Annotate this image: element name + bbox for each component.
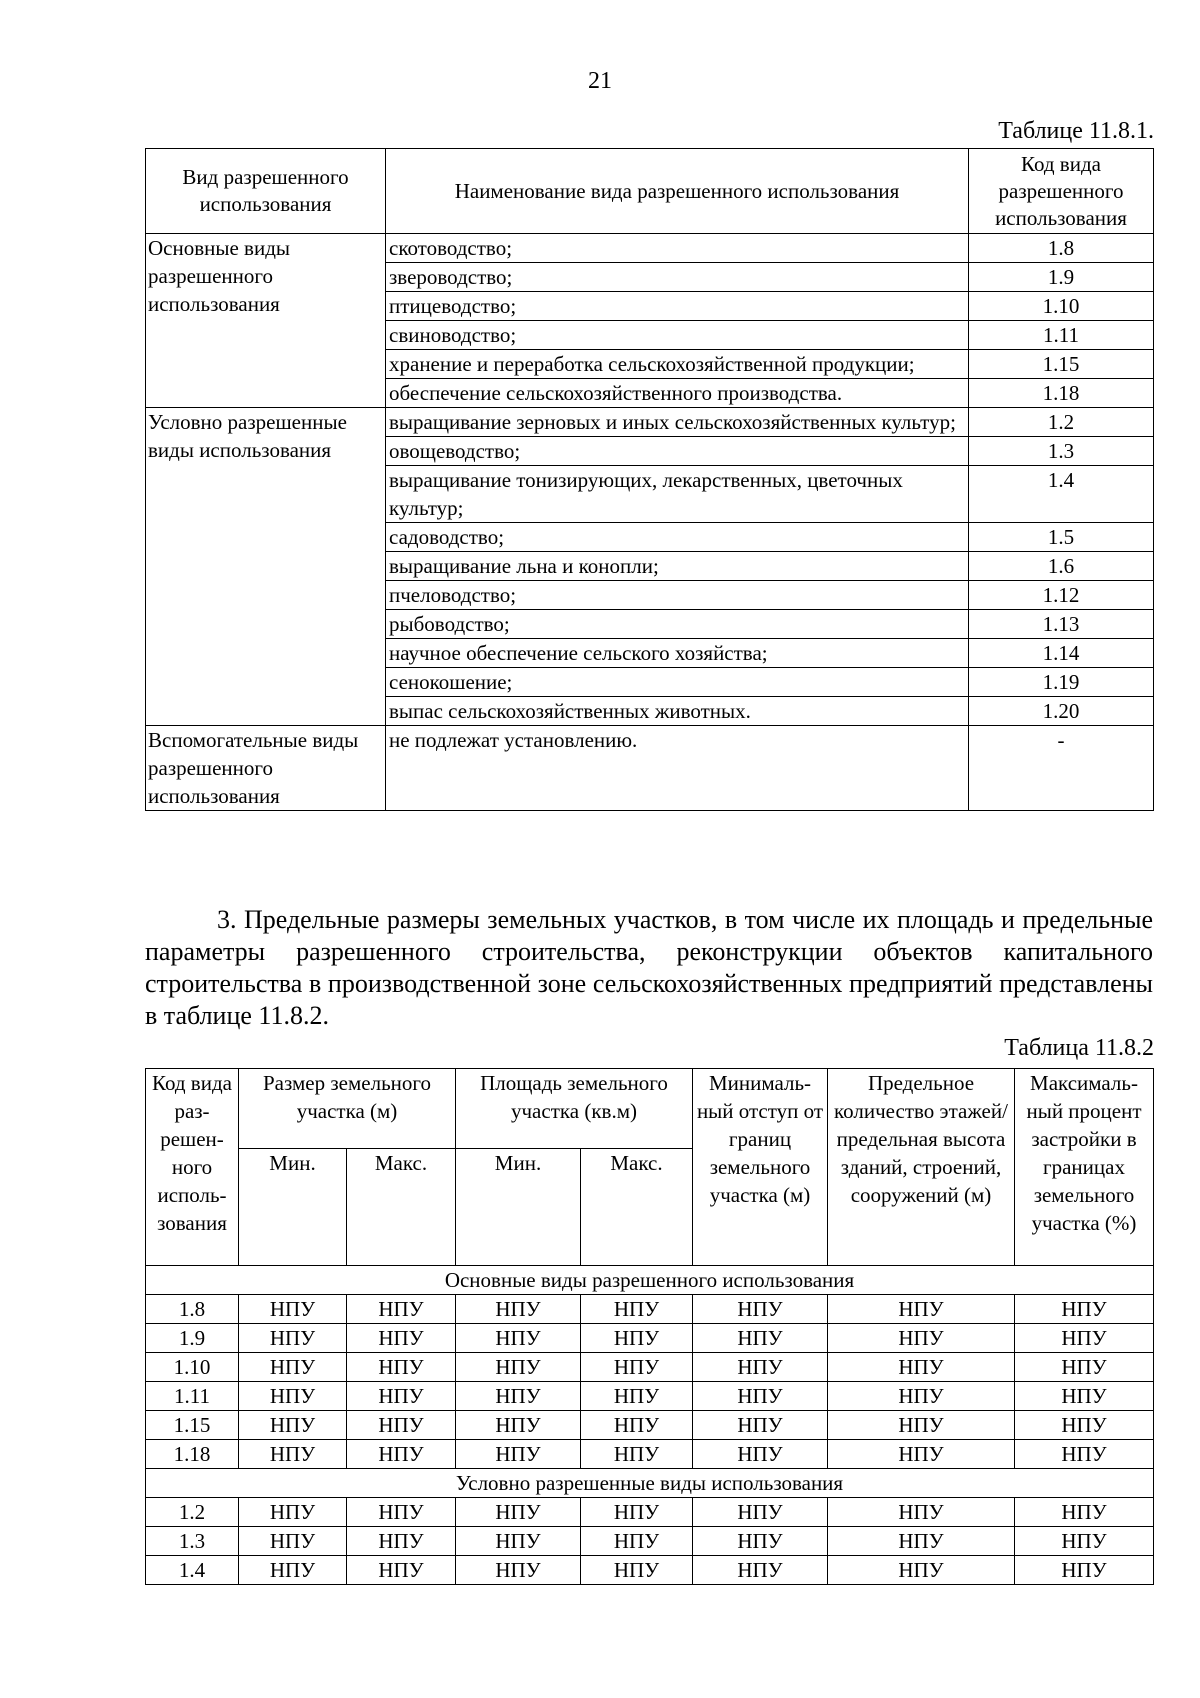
table2-value-cell: НПУ	[239, 1295, 347, 1324]
table2-header-floors: Предельное количество этажей/ предельная высота зданий, строений, сооружений (м)	[828, 1069, 1015, 1266]
table2-value-cell: НПУ	[581, 1498, 693, 1527]
table2-value-cell: НПУ	[828, 1295, 1015, 1324]
table1-use-code: 1.11	[969, 321, 1154, 350]
table2-section-label: Условно разрешенные виды использования	[146, 1469, 1154, 1498]
table2-code-cell: 1.15	[146, 1411, 239, 1440]
paragraph-3: 3. Предельные размеры земельных участков, в том числе их площадь и предельные параметры разрешенного строительства, реконструкции объектов капитального строительства в производственной зоне сельскохозяйственных предприятий представлены в таблице 11.8.2.	[145, 905, 1153, 1030]
table-row	[146, 1556, 1154, 1585]
table1-header-name: Наименование вида разрешенного использования	[386, 149, 969, 234]
table2-value-cell: НПУ	[828, 1498, 1015, 1527]
table2-value-cell: НПУ	[456, 1498, 581, 1527]
table1-use-code: 1.10	[969, 292, 1154, 321]
table1-use-code: 1.9	[969, 263, 1154, 292]
table1-group-label: Условно разрешенные виды использования	[146, 408, 386, 726]
table2-value-cell: НПУ	[239, 1324, 347, 1353]
table-row	[146, 1527, 1154, 1556]
table1-use-code: 1.2	[969, 408, 1154, 437]
table2-header-coverage: Максималь-ный процент застройки в границах земельного участка (%)	[1015, 1069, 1154, 1266]
table2-value-cell: НПУ	[581, 1324, 693, 1353]
table1-use-name: не подлежат установлению.	[386, 726, 969, 811]
table2-value-cell: НПУ	[1015, 1295, 1154, 1324]
table2-value-cell: НПУ	[828, 1353, 1015, 1382]
table2-value-cell: НПУ	[347, 1527, 456, 1556]
table2-value-cell: НПУ	[456, 1295, 581, 1324]
table1-use-name: овощеводство;	[386, 437, 969, 466]
table1-use-name: пчеловодство;	[386, 581, 969, 610]
table2-value-cell: НПУ	[828, 1440, 1015, 1469]
table1-use-name: птицеводство;	[386, 292, 969, 321]
table2-code-cell: 1.3	[146, 1527, 239, 1556]
table2-code-cell: 1.2	[146, 1498, 239, 1527]
table-row	[146, 1382, 1154, 1411]
table2-value-cell: НПУ	[239, 1498, 347, 1527]
table2-value-cell: НПУ	[1015, 1382, 1154, 1411]
table2-value-cell: НПУ	[347, 1324, 456, 1353]
table1-use-code: 1.6	[969, 552, 1154, 581]
table2-value-cell: НПУ	[456, 1382, 581, 1411]
table-row	[146, 1324, 1154, 1353]
table2-value-cell: НПУ	[693, 1527, 828, 1556]
table1-use-code: 1.15	[969, 350, 1154, 379]
table1-use-name: рыбоводство;	[386, 610, 969, 639]
table1-use-name: скотоводство;	[386, 234, 969, 263]
table2-header-row-1	[146, 1069, 1154, 1149]
table1-use-code: 1.12	[969, 581, 1154, 610]
table2-header-size-max: Макс.	[347, 1149, 456, 1266]
table2-value-cell: НПУ	[347, 1382, 456, 1411]
table1-group-label: Основные виды разрешенного использования	[146, 234, 386, 408]
table2-value-cell: НПУ	[347, 1498, 456, 1527]
table2-value-cell: НПУ	[1015, 1324, 1154, 1353]
table2-code-cell: 1.11	[146, 1382, 239, 1411]
table2-value-cell: НПУ	[693, 1382, 828, 1411]
table2-header-area: Площадь земельного участка (кв.м)	[456, 1069, 693, 1149]
table2-value-cell: НПУ	[828, 1527, 1015, 1556]
table2-header-size-min: Мин.	[239, 1149, 347, 1266]
table2-value-cell: НПУ	[693, 1556, 828, 1585]
table2-value-cell: НПУ	[1015, 1353, 1154, 1382]
table1-use-code: 1.8	[969, 234, 1154, 263]
table2-value-cell: НПУ	[828, 1556, 1015, 1585]
table1-use-name: научное обеспечение сельского хозяйства;	[386, 639, 969, 668]
table2-value-cell: НПУ	[581, 1353, 693, 1382]
table2-value-cell: НПУ	[828, 1411, 1015, 1440]
table2-value-cell: НПУ	[1015, 1440, 1154, 1469]
table2-value-cell: НПУ	[693, 1498, 828, 1527]
table2-value-cell: НПУ	[1015, 1556, 1154, 1585]
table1-use-code: 1.18	[969, 379, 1154, 408]
table1-header-code: Код вида разрешенного использования	[969, 149, 1154, 234]
table2-value-cell: НПУ	[239, 1382, 347, 1411]
table2-value-cell: НПУ	[1015, 1411, 1154, 1440]
table1-use-code: -	[969, 726, 1154, 811]
table1-caption: Таблице 11.8.1.	[998, 118, 1154, 144]
table1-use-name: свиноводство;	[386, 321, 969, 350]
table2-header-size: Размер земельного участка (м)	[239, 1069, 456, 1149]
table2-value-cell: НПУ	[581, 1382, 693, 1411]
table2-section-row	[146, 1469, 1154, 1498]
table2-value-cell: НПУ	[693, 1324, 828, 1353]
table1-use-name: выращивание тонизирующих, лекарственных, цветочных культур;	[386, 466, 969, 523]
table1-use-name: звероводство;	[386, 263, 969, 292]
table2-value-cell: НПУ	[1015, 1498, 1154, 1527]
table1-use-code: 1.20	[969, 697, 1154, 726]
table1-use-name: выпас сельскохозяйственных животных.	[386, 697, 969, 726]
table1-header-row	[146, 149, 1154, 234]
table-row	[146, 1353, 1154, 1382]
table2-value-cell: НПУ	[347, 1411, 456, 1440]
table2-value-cell: НПУ	[693, 1353, 828, 1382]
table2-code-cell: 1.18	[146, 1440, 239, 1469]
table2-value-cell: НПУ	[456, 1527, 581, 1556]
table2-header-area-max: Макс.	[581, 1149, 693, 1266]
table2-code-cell: 1.8	[146, 1295, 239, 1324]
table1-use-name: обеспечение сельскохозяйственного производства.	[386, 379, 969, 408]
table2-value-cell: НПУ	[456, 1440, 581, 1469]
table1-use-code: 1.14	[969, 639, 1154, 668]
table1-use-code: 1.13	[969, 610, 1154, 639]
table1-header-kind: Вид разрешенного использования	[146, 149, 386, 234]
table2-value-cell: НПУ	[239, 1556, 347, 1585]
table2-value-cell: НПУ	[693, 1295, 828, 1324]
table2-value-cell: НПУ	[347, 1295, 456, 1324]
table1-use-name: садоводство;	[386, 523, 969, 552]
table-row	[146, 408, 1154, 437]
table-allowed-uses	[145, 148, 1154, 811]
table1-use-name: хранение и переработка сельскохозяйственной продукции;	[386, 350, 969, 379]
table2-value-cell: НПУ	[347, 1556, 456, 1585]
table1-use-name: выращивание зерновых и иных сельскохозяйственных культур;	[386, 408, 969, 437]
table-row	[146, 1440, 1154, 1469]
table2-body	[146, 1266, 1154, 1585]
table2-section-label: Основные виды разрешенного использования	[146, 1266, 1154, 1295]
table2-value-cell: НПУ	[456, 1353, 581, 1382]
table2-value-cell: НПУ	[239, 1527, 347, 1556]
table2-code-cell: 1.9	[146, 1324, 239, 1353]
table2-code-cell: 1.4	[146, 1556, 239, 1585]
table1-use-name: сенокошение;	[386, 668, 969, 697]
page-number: 21	[588, 68, 612, 94]
table2-value-cell: НПУ	[239, 1440, 347, 1469]
table2-value-cell: НПУ	[693, 1440, 828, 1469]
table2-value-cell: НПУ	[581, 1440, 693, 1469]
table2-header-code: Код вида раз-решен-ного исполь-зования	[146, 1069, 239, 1266]
table-parameters	[145, 1068, 1154, 1585]
table2-caption: Таблица 11.8.2	[1004, 1035, 1154, 1061]
table1-use-code: 1.19	[969, 668, 1154, 697]
table2-value-cell: НПУ	[828, 1324, 1015, 1353]
table-row	[146, 1295, 1154, 1324]
table2-value-cell: НПУ	[456, 1411, 581, 1440]
table2-value-cell: НПУ	[1015, 1527, 1154, 1556]
table1-body	[146, 234, 1154, 811]
table2-header-area-min: Мин.	[456, 1149, 581, 1266]
table2-value-cell: НПУ	[456, 1556, 581, 1585]
table-row	[146, 1498, 1154, 1527]
table1-use-code: 1.4	[969, 466, 1154, 523]
table2-value-cell: НПУ	[581, 1295, 693, 1324]
table2-code-cell: 1.10	[146, 1353, 239, 1382]
table2-section-row	[146, 1266, 1154, 1295]
table-row	[146, 1411, 1154, 1440]
table-row	[146, 234, 1154, 263]
table2-header-setback: Минималь-ный отступ от границ земельного участка (м)	[693, 1069, 828, 1266]
table2-value-cell: НПУ	[239, 1353, 347, 1382]
table2-value-cell: НПУ	[239, 1411, 347, 1440]
table2-value-cell: НПУ	[347, 1440, 456, 1469]
table2-value-cell: НПУ	[347, 1353, 456, 1382]
table2-value-cell: НПУ	[828, 1382, 1015, 1411]
table-row	[146, 726, 1154, 811]
table2-value-cell: НПУ	[581, 1411, 693, 1440]
table2-value-cell: НПУ	[581, 1556, 693, 1585]
table2-value-cell: НПУ	[456, 1324, 581, 1353]
table1-use-code: 1.3	[969, 437, 1154, 466]
table1-use-code: 1.5	[969, 523, 1154, 552]
table1-group-label: Вспомогательные виды разрешенного использования	[146, 726, 386, 811]
table2-value-cell: НПУ	[581, 1527, 693, 1556]
table1-use-name: выращивание льна и конопли;	[386, 552, 969, 581]
table2-value-cell: НПУ	[693, 1411, 828, 1440]
